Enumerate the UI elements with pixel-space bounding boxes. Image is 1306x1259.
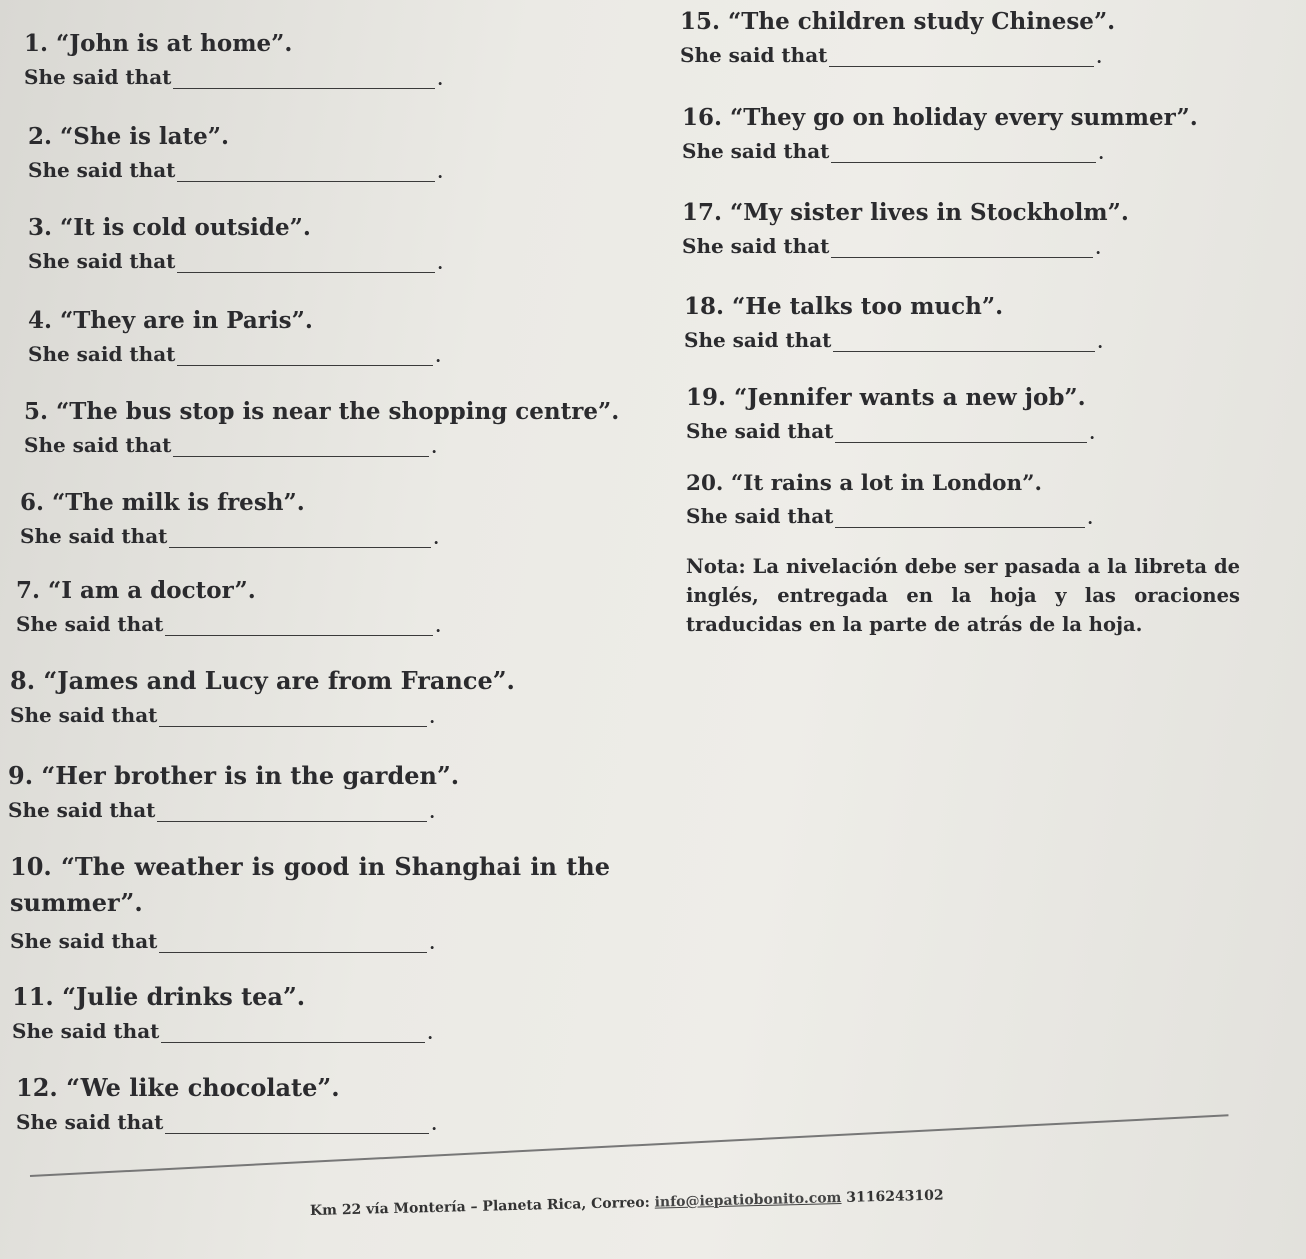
exercise-9 [8,761,459,822]
answer-prefix: She said that [682,139,830,163]
exercise-12-quote: 12. “We like chocolate”. [16,1073,340,1102]
answer-blank[interactable] [173,70,435,89]
exercise-19 [686,384,1095,443]
answer-prefix: She said that [28,342,176,366]
answer-prefix: She said that [10,703,158,727]
exercise-6 [20,489,439,548]
exercise-6-quote: 6. “The milk is fresh”. [20,489,305,516]
answer-blank[interactable] [165,1115,429,1134]
exercise-5 [24,398,619,457]
answer-blank[interactable] [165,617,433,636]
exercise-5-quote: 5. “The bus stop is near the shopping centre”. [24,398,620,425]
answer-blank[interactable] [835,424,1087,443]
footer-phone: 3116243102 [841,1187,944,1207]
answer-prefix: She said that [686,419,834,443]
exercise-16-answer-line: She said that . [682,139,1104,163]
exercise-7-answer-line: She said that . [16,612,441,636]
answer-prefix: She said that [16,612,164,636]
exercise-2 [28,123,443,182]
exercise-10 [10,849,610,953]
exercise-8-answer-line: She said that . [10,703,435,727]
instructions-note: Nota: La nivelación debe ser pasada a la libreta de inglés, entregada en la hoja y las oraciones traducidas en la parte de atrás de la hoja. [686,555,1240,636]
exercise-15-quote: 15. “The children study Chinese”. [680,8,1116,35]
answer-blank[interactable] [831,144,1096,163]
exercise-19-quote: 19. “Jennifer wants a new job”. [686,384,1086,411]
exercise-6-answer-line: She said that . [20,524,439,548]
exercise-18-answer-line: She said that . [684,328,1103,352]
exercise-4-answer-line: She said that . [28,342,441,366]
exercise-8 [10,666,515,727]
exercise-10-answer-line: She said that . [10,929,435,953]
answer-prefix: She said that [20,524,168,548]
exercise-3-quote: 3. “It is cold outside”. [28,214,311,241]
answer-prefix: She said that [24,65,172,89]
answer-blank[interactable] [169,529,431,548]
exercise-18 [684,293,1103,352]
exercise-17-answer-line: She said that . [682,234,1101,258]
answer-blank[interactable] [831,239,1093,258]
exercise-16 [682,104,1198,163]
exercise-9-quote: 9. “Her brother is in the garden”. [8,761,460,790]
answer-prefix: She said that [680,43,828,67]
exercise-11-answer-line: She said that . [12,1019,433,1043]
exercise-12 [16,1073,437,1134]
exercise-8-quote: 8. “James and Lucy are from France”. [10,666,515,695]
footer-contact [310,1186,1010,1219]
answer-blank[interactable] [835,509,1085,528]
answer-prefix: She said that [684,328,832,352]
exercise-18-quote: 18. “He talks too much”. [684,293,1004,320]
exercise-1-quote: 1. “John is at home”. [24,30,293,57]
exercise-17 [682,199,1129,258]
answer-blank[interactable] [829,48,1094,67]
answer-prefix: She said that [24,433,172,457]
exercise-5-answer-line: She said that . [24,433,437,457]
exercise-12-answer-line: She said that . [16,1110,437,1134]
answer-blank[interactable] [177,347,433,366]
answer-prefix: She said that [28,249,176,273]
answer-prefix: She said that [28,158,176,182]
answer-prefix: She said that [8,798,156,822]
exercise-2-quote: 2. “She is late”. [28,123,230,150]
answer-prefix: She said that [10,929,158,953]
answer-blank[interactable] [159,934,427,953]
answer-prefix: She said that [12,1019,160,1043]
exercise-9-answer-line: She said that . [8,798,435,822]
footer-address: Km 22 vía Montería – Planeta Rica, Correo: [309,1194,655,1219]
exercise-11-quote: 11. “Julie drinks tea”. [12,982,306,1011]
answer-prefix: She said that [16,1110,164,1134]
answer-blank[interactable] [177,254,435,273]
exercise-7-quote: 7. “I am a doctor”. [16,577,256,604]
answer-prefix: She said that [682,234,830,258]
exercise-11 [12,982,433,1043]
answer-blank[interactable] [173,438,429,457]
exercise-3-answer-line: She said that . [28,249,443,273]
exercise-10-quote: 10. “The weather is good in Shanghai in the summer”. [10,852,610,917]
answer-blank[interactable] [157,803,427,822]
exercise-17-quote: 17. “My sister lives in Stockholm”. [682,199,1129,226]
exercise-19-answer-line: She said that . [686,419,1095,443]
exercise-15 [680,8,1115,67]
answer-prefix: She said that [686,504,834,528]
answer-blank[interactable] [159,708,427,727]
exercise-20-answer-line: She said that . [686,504,1093,528]
exercise-4-quote: 4. “They are in Paris”. [28,307,313,334]
exercise-20 [686,471,1093,528]
answer-blank[interactable] [177,163,435,182]
exercise-7 [16,577,441,636]
exercise-15-answer-line: She said that . [680,43,1102,67]
exercise-20-quote: 20. “It rains a lot in London”. [686,471,1042,496]
exercise-2-answer-line: She said that . [28,158,443,182]
answer-blank[interactable] [161,1024,425,1043]
footer-email-link[interactable]: info@iepatiobonito.com [654,1190,842,1211]
exercise-1 [24,30,443,89]
exercise-1-answer-line: She said that . [24,65,443,89]
exercise-3 [28,214,443,273]
exercise-16-quote: 16. “They go on holiday every summer”. [682,104,1198,131]
exercise-4 [28,307,441,366]
answer-blank[interactable] [833,333,1095,352]
